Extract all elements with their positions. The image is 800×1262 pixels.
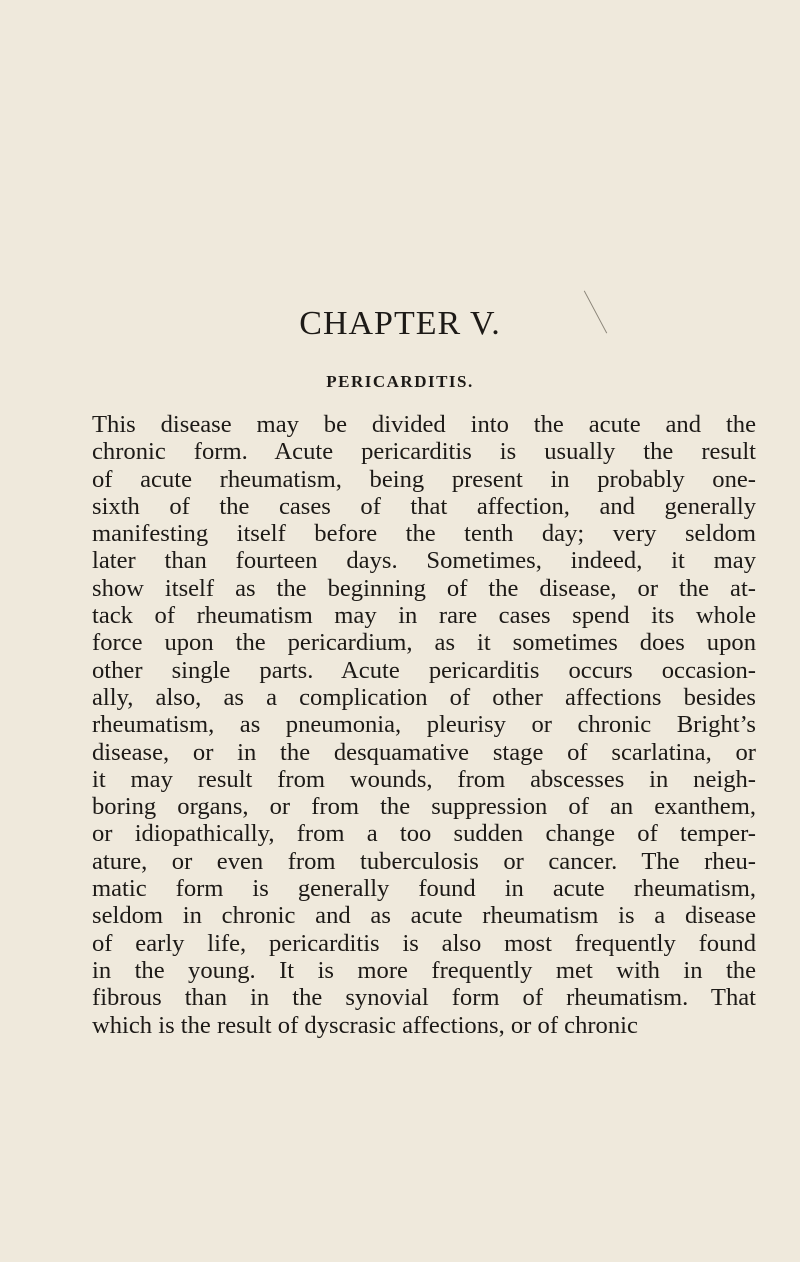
text-line: other single parts. Acute pericarditis occurs occasion- — [92, 656, 756, 684]
text-line: disease, or in the desquamative stage of scarlatina, or — [92, 738, 756, 766]
section-heading: PERICARDITIS. — [326, 372, 474, 391]
text-line: of early life, pericarditis is also most frequently found — [92, 929, 756, 957]
text-line: matic form is generally found in acute rheumatism, — [92, 875, 756, 903]
text-line: ature, or even from tuberculosis or cancer. The rheu- — [92, 847, 756, 875]
text-line: later than fourteen days. Sometimes, indeed, it may — [92, 547, 756, 575]
text-line: fibrous than in the synovial form of rheumatism. That — [92, 984, 756, 1012]
text-line: of acute rheumatism, being present in probably one- — [92, 465, 756, 493]
text-line: it may result from wounds, from abscesses in neigh- — [92, 765, 756, 793]
text-line: sixth of the cases of that affection, and generally — [92, 492, 756, 520]
text-line: tack of rheumatism may in rare cases spend its whole — [92, 602, 756, 630]
text-line: or idiopathically, from a too sudden change of temper- — [92, 820, 756, 848]
text-line: boring organs, or from the suppression of an exanthem, — [92, 793, 756, 821]
text-line: manifesting itself before the tenth day; very seldom — [92, 520, 756, 548]
text-line: chronic form. Acute pericarditis is usually the result — [92, 438, 756, 466]
text-line: in the young. It is more frequently met with in the — [92, 956, 756, 984]
chapter-heading: CHAPTER V. — [299, 305, 501, 342]
text-line: rheumatism, as pneumonia, pleurisy or chronic Bright’s — [92, 711, 756, 739]
text-line: which is the result of dyscrasic affections, or of chronic — [92, 1011, 638, 1039]
text-line: seldom in chronic and as acute rheumatism is a disease — [92, 902, 756, 930]
text-line: This disease may be divided into the acute and the — [92, 411, 756, 438]
text-line: ally, also, as a complication of other affections besides — [92, 683, 756, 711]
text-line: force upon the pericardium, as it sometimes does upon — [92, 629, 756, 657]
text-line: show itself as the beginning of the disease, or the at- — [92, 574, 756, 602]
